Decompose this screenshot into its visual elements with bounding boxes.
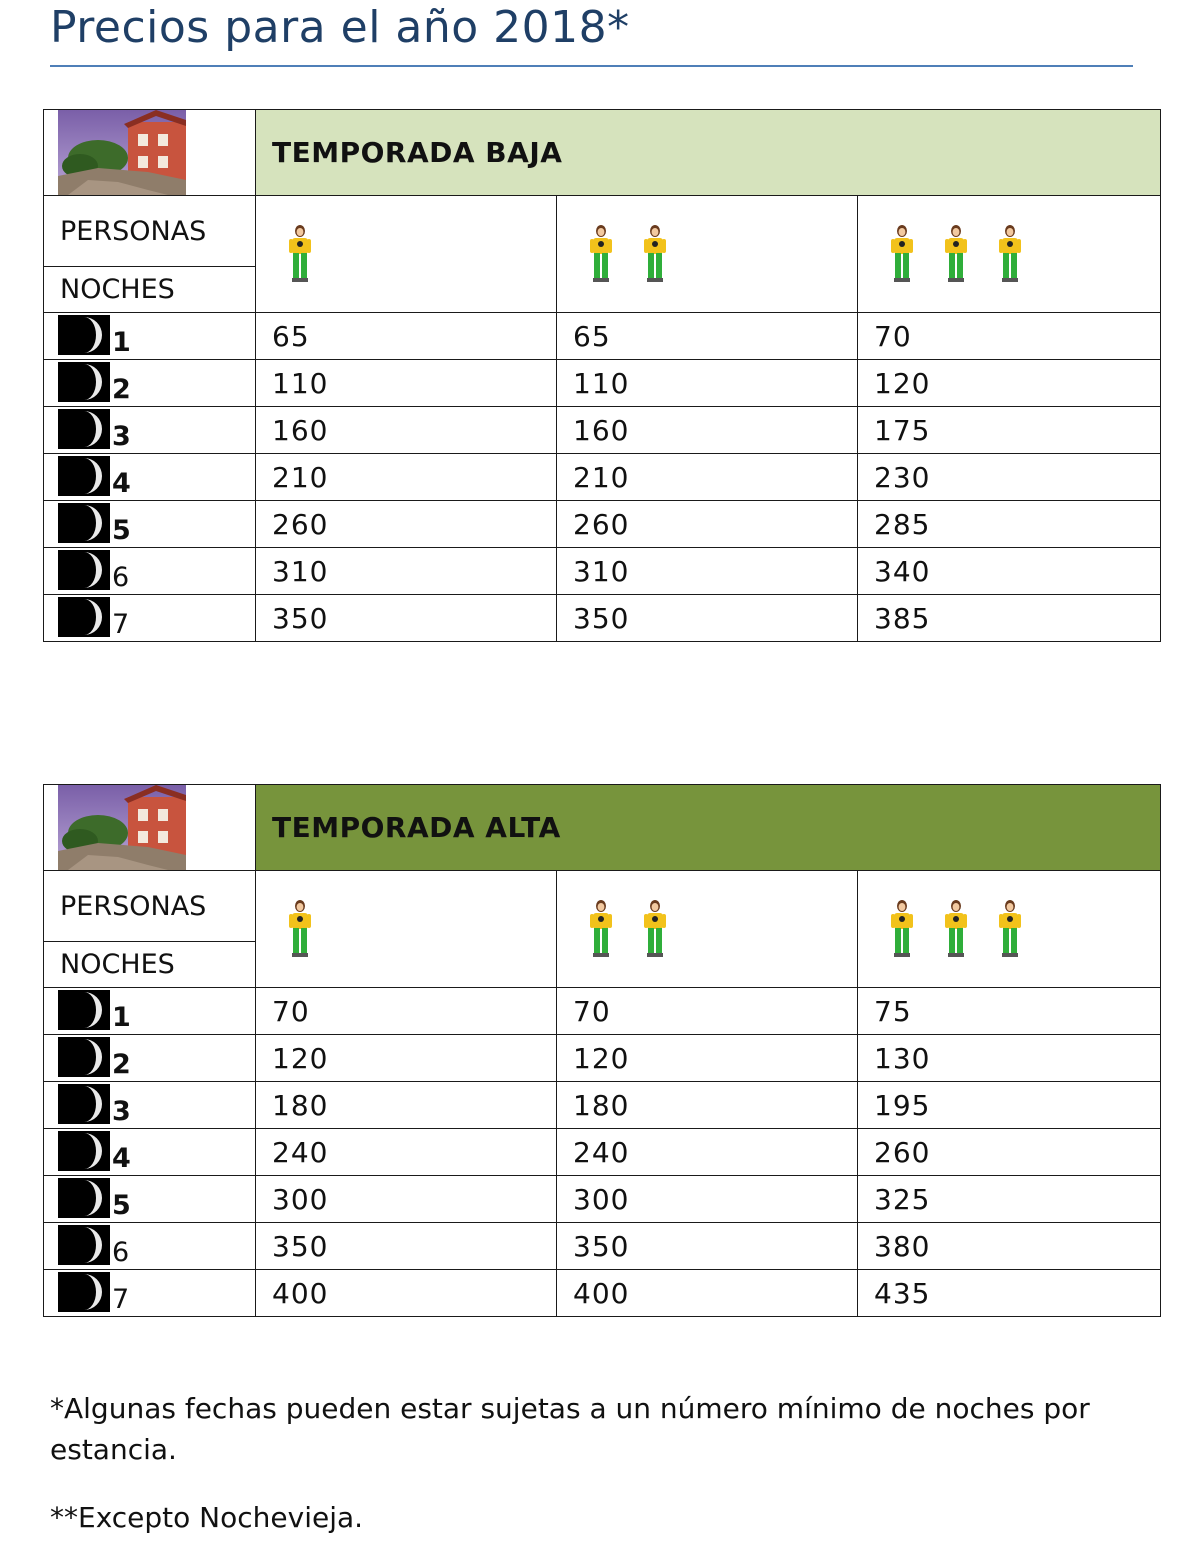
nights-cell — [44, 1270, 256, 1317]
person-icon — [286, 900, 314, 958]
price-cell: 70 — [557, 988, 858, 1035]
price-cell: 160 — [256, 407, 557, 454]
price-cell: 130 — [858, 1035, 1161, 1082]
persons-header-3 — [858, 871, 1161, 988]
nights-cell — [44, 595, 256, 642]
moon-icon — [58, 503, 110, 543]
nights-value: 4 — [112, 468, 131, 499]
page-title: Precios para el año 2018* — [50, 2, 630, 53]
price-cell: 110 — [256, 360, 557, 407]
nights-value: 5 — [112, 515, 131, 546]
persons-header-2 — [557, 196, 858, 313]
table-row — [44, 313, 1161, 360]
price-cell: 350 — [557, 1223, 858, 1270]
moon-icon — [58, 315, 110, 355]
row-column-labels — [44, 196, 256, 313]
person-group — [858, 900, 1160, 958]
person-icon — [286, 225, 314, 283]
nights-cell — [44, 1082, 256, 1129]
price-cell: 310 — [256, 548, 557, 595]
house-photo — [58, 110, 186, 195]
table-row — [44, 595, 1161, 642]
moon-icon — [58, 990, 110, 1030]
person-icon — [641, 900, 669, 958]
table-row — [44, 548, 1161, 595]
season-header-high: TEMPORADA ALTA — [256, 785, 1161, 871]
moon-icon — [58, 456, 110, 496]
price-cell: 195 — [858, 1082, 1161, 1129]
nights-value: 1 — [112, 327, 131, 358]
table-row — [44, 1082, 1161, 1129]
moon-icon — [58, 1131, 110, 1171]
persons-label: PERSONAS — [44, 871, 255, 942]
person-group — [557, 900, 857, 958]
persons-label: PERSONAS — [44, 196, 255, 267]
price-cell: 210 — [256, 454, 557, 501]
footnote-minimum-nights: *Algunas fechas pueden estar sujetas a un número mínimo de noches por estancia. — [50, 1392, 1090, 1466]
person-icon — [996, 225, 1024, 283]
price-cell: 70 — [256, 988, 557, 1035]
table-row — [44, 1035, 1161, 1082]
price-cell: 65 — [256, 313, 557, 360]
moon-icon — [58, 362, 110, 402]
nights-cell — [44, 1129, 256, 1176]
house-photo-cell — [44, 785, 256, 871]
nights-value: 6 — [112, 562, 130, 593]
moon-icon — [58, 1037, 110, 1077]
person-icon — [942, 900, 970, 958]
moon-icon — [58, 409, 110, 449]
table-row — [44, 407, 1161, 454]
nights-value: 2 — [112, 1049, 131, 1080]
price-cell: 340 — [858, 548, 1161, 595]
price-cell: 110 — [557, 360, 858, 407]
price-cell: 385 — [858, 595, 1161, 642]
price-cell: 380 — [858, 1223, 1161, 1270]
person-icon — [942, 225, 970, 283]
persons-header-1 — [256, 196, 557, 313]
moon-icon — [58, 1225, 110, 1265]
price-cell: 120 — [256, 1035, 557, 1082]
price-cell: 300 — [256, 1176, 557, 1223]
nights-value: 4 — [112, 1143, 131, 1174]
nights-value: 6 — [112, 1237, 130, 1268]
price-cell: 65 — [557, 313, 858, 360]
person-icon — [587, 900, 615, 958]
nights-cell — [44, 454, 256, 501]
person-icon — [587, 225, 615, 283]
person-icon — [888, 225, 916, 283]
price-cell: 300 — [557, 1176, 858, 1223]
persons-header-1 — [256, 871, 557, 988]
price-cell: 310 — [557, 548, 858, 595]
nights-cell — [44, 407, 256, 454]
nights-label: NOCHES — [60, 273, 175, 305]
price-cell: 180 — [557, 1082, 858, 1129]
table-row — [44, 1176, 1161, 1223]
price-cell: 240 — [256, 1129, 557, 1176]
title-divider — [50, 65, 1133, 67]
price-cell: 260 — [557, 501, 858, 548]
house-photo-cell — [44, 110, 256, 196]
nights-value: 2 — [112, 374, 131, 405]
moon-icon — [58, 1272, 110, 1312]
price-cell: 400 — [256, 1270, 557, 1317]
persons-header-2 — [557, 871, 858, 988]
price-cell: 70 — [858, 313, 1161, 360]
price-cell: 285 — [858, 501, 1161, 548]
nights-cell — [44, 548, 256, 595]
price-table-high-season — [43, 784, 1161, 1317]
table-row — [44, 360, 1161, 407]
nights-cell — [44, 988, 256, 1035]
price-cell: 210 — [557, 454, 858, 501]
price-cell: 120 — [858, 360, 1161, 407]
person-group — [557, 225, 857, 283]
season-header-low: TEMPORADA BAJA — [256, 110, 1161, 196]
table-row — [44, 1129, 1161, 1176]
nights-cell — [44, 360, 256, 407]
footnote-new-year: **Excepto Nochevieja. — [50, 1501, 364, 1534]
table-row — [44, 988, 1161, 1035]
table-row — [44, 1270, 1161, 1317]
price-cell: 260 — [858, 1129, 1161, 1176]
nights-cell — [44, 313, 256, 360]
price-table-low-season — [43, 109, 1161, 642]
person-group — [256, 225, 556, 283]
nights-value: 7 — [112, 1284, 130, 1315]
nights-cell — [44, 501, 256, 548]
persons-header-3 — [858, 196, 1161, 313]
person-icon — [888, 900, 916, 958]
price-cell: 325 — [858, 1176, 1161, 1223]
price-cell: 175 — [858, 407, 1161, 454]
price-cell: 260 — [256, 501, 557, 548]
nights-value: 1 — [112, 1002, 131, 1033]
nights-label: NOCHES — [60, 948, 175, 980]
price-cell: 180 — [256, 1082, 557, 1129]
table-row — [44, 501, 1161, 548]
moon-icon — [58, 550, 110, 590]
nights-value: 3 — [112, 1096, 131, 1127]
price-cell: 400 — [557, 1270, 858, 1317]
nights-cell — [44, 1035, 256, 1082]
nights-cell — [44, 1176, 256, 1223]
person-group — [858, 225, 1160, 283]
moon-icon — [58, 1084, 110, 1124]
price-cell: 230 — [858, 454, 1161, 501]
person-icon — [996, 900, 1024, 958]
price-cell: 160 — [557, 407, 858, 454]
price-rows — [44, 313, 1161, 642]
price-cell: 435 — [858, 1270, 1161, 1317]
price-cell: 350 — [256, 595, 557, 642]
row-column-labels — [44, 871, 256, 988]
price-rows — [44, 988, 1161, 1317]
moon-icon — [58, 1178, 110, 1218]
nights-value: 7 — [112, 609, 130, 640]
price-cell: 75 — [858, 988, 1161, 1035]
price-cell: 240 — [557, 1129, 858, 1176]
moon-icon — [58, 597, 110, 637]
table-row — [44, 1223, 1161, 1270]
person-group — [256, 900, 556, 958]
price-cell: 120 — [557, 1035, 858, 1082]
house-photo — [58, 785, 186, 870]
nights-cell — [44, 1223, 256, 1270]
person-icon — [641, 225, 669, 283]
nights-value: 3 — [112, 421, 131, 452]
nights-value: 5 — [112, 1190, 131, 1221]
table-row — [44, 454, 1161, 501]
price-cell: 350 — [557, 595, 858, 642]
price-cell: 350 — [256, 1223, 557, 1270]
